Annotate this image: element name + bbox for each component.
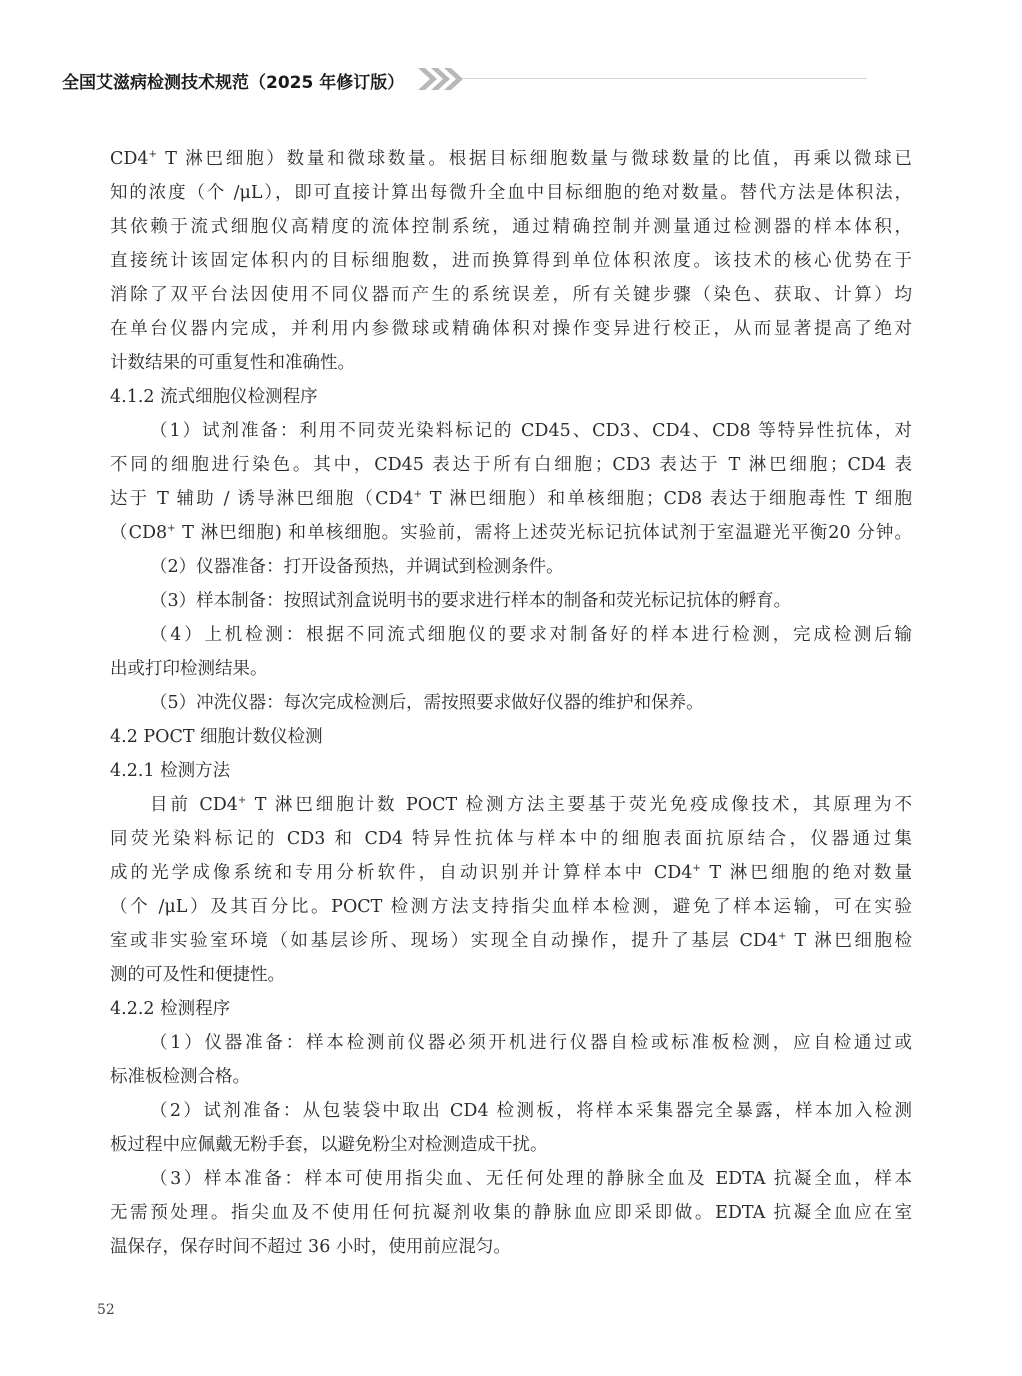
header-rule [462, 78, 867, 79]
body-text [110, 142, 912, 1264]
superscript: + [167, 523, 176, 534]
superscript: + [692, 863, 701, 874]
text-line: 板过程中应佩戴无粉手套，以避免粉尘对检测造成干扰。 [110, 1135, 548, 1155]
text-line: 其依赖于流式细胞仪高精度的流体控制系统，通过精确控制并测量通过检测器的样本体积， [110, 217, 912, 237]
text-line: 同荧光染料标记的 CD3 和 CD4 特异性抗体与样本中的细胞表面抗原结合，仪器通过集 [110, 829, 912, 849]
text-line: 室或非实验室环境（如基层诊所、现场）实现全自动操作，提升了基层 CD4+ T 淋巴细胞检 [110, 931, 912, 951]
text-line: 出或打印检测结果。 [110, 659, 268, 679]
text-line: 达于 T 辅助 / 诱导淋巴细胞（CD4+ T 淋巴细胞）和单核细胞；CD8 表达于细胞毒性 T 细胞 [110, 489, 913, 509]
text-line: （个 /μL）及其百分比。POCT 检测方法支持指尖血样本检测，避免了样本运输，可在实验 [110, 897, 912, 917]
superscript: + [778, 931, 787, 942]
running-header [62, 66, 822, 96]
text-line: 无需预处理。指尖血及不使用任何抗凝剂收集的静脉血应即采即做。EDTA 抗凝全血应在室 [110, 1203, 912, 1223]
text-line: 不同的细胞进行染色。其中，CD45 表达于所有白细胞；CD3 表达于 T 淋巴细胞；CD4 表 [110, 455, 912, 475]
superscript: + [237, 795, 247, 806]
page-number: 52 [97, 1302, 115, 1318]
header-title: 全国艾滋病检测技术规范（2025 年修订版） [62, 73, 405, 93]
text-line: 标准板检测合格。 [110, 1067, 250, 1087]
chevron-arrows-icon [416, 66, 464, 92]
text-line: 温保存，保存时间不超过 36 小时，使用前应混匀。 [110, 1237, 511, 1257]
text-line: （5）冲洗仪器：每次完成检测后，需按照要求做好仪器的维护和保养。 [150, 693, 704, 713]
text-line: 成的光学成像系统和专用分析软件，自动识别并计算样本中 CD4+ T 淋巴细胞的绝对数量 [110, 863, 912, 883]
section-heading: 4.1.2 流式细胞仪检测程序 [110, 387, 318, 407]
text-line: CD4+ T 淋巴细胞）数量和微球数量。根据目标细胞数量与微球数量的比值，再乘以微球已 [110, 149, 912, 169]
text-line: （2）仪器准备：打开设备预热，并调试到检测条件。 [150, 557, 564, 577]
text-line: （4）上机检测：根据不同流式细胞仪的要求对制备好的样本进行检测，完成检测后输 [150, 625, 912, 645]
text-line: （3）样本准备：样本可使用指尖血、无任何处理的静脉全血及 EDTA 抗凝全血，样本 [150, 1169, 912, 1189]
section-heading: 4.2 POCT 细胞计数仪检测 [110, 727, 323, 747]
superscript: + [148, 149, 157, 160]
text-line: （CD8+ T 淋巴细胞) 和单核细胞。实验前，需将上述荧光标记抗体试剂于室温避光平衡20 分钟。 [110, 523, 912, 543]
section-heading: 4.2.1 检测方法 [110, 761, 231, 781]
text-line: （3）样本制备：按照试剂盒说明书的要求进行样本的制备和荧光标记抗体的孵育。 [150, 591, 792, 611]
text-line: 目前 CD4+ T 淋巴细胞计数 POCT 检测方法主要基于荧光免疫成像技术，其原理为不 [150, 795, 912, 815]
text-line: （1）试剂准备：利用不同荧光染料标记的 CD45、CD3、CD4、CD8 等特异性抗体，对 [150, 421, 912, 441]
text-line: 计数结果的可重复性和准确性。 [110, 353, 355, 373]
text-line: 消除了双平台法因使用不同仪器而产生的系统误差，所有关键步骤（染色、获取、计算）均 [110, 285, 912, 305]
text-line: 在单台仪器内完成，并利用内参微球或精确体积对操作变异进行校正，从而显著提高了绝对 [110, 319, 912, 339]
text-line: （2）试剂准备：从包装袋中取出 CD4 检测板，将样本采集器完全暴露，样本加入检测 [150, 1101, 912, 1121]
text-line: 知的浓度（个 /μL），即可直接计算出每微升全血中目标细胞的绝对数量。替代方法是体积法， [110, 183, 912, 203]
text-line: （1）仪器准备：样本检测前仪器必须开机进行仪器自检或标准板检测，应自检通过或 [150, 1033, 912, 1053]
text-line: 测的可及性和便捷性。 [110, 965, 285, 985]
superscript: + [413, 489, 423, 500]
section-heading: 4.2.2 检测程序 [110, 999, 231, 1019]
text-line: 直接统计该固定体积内的目标细胞数，进而换算得到单位体积浓度。该技术的核心优势在于 [110, 251, 912, 271]
